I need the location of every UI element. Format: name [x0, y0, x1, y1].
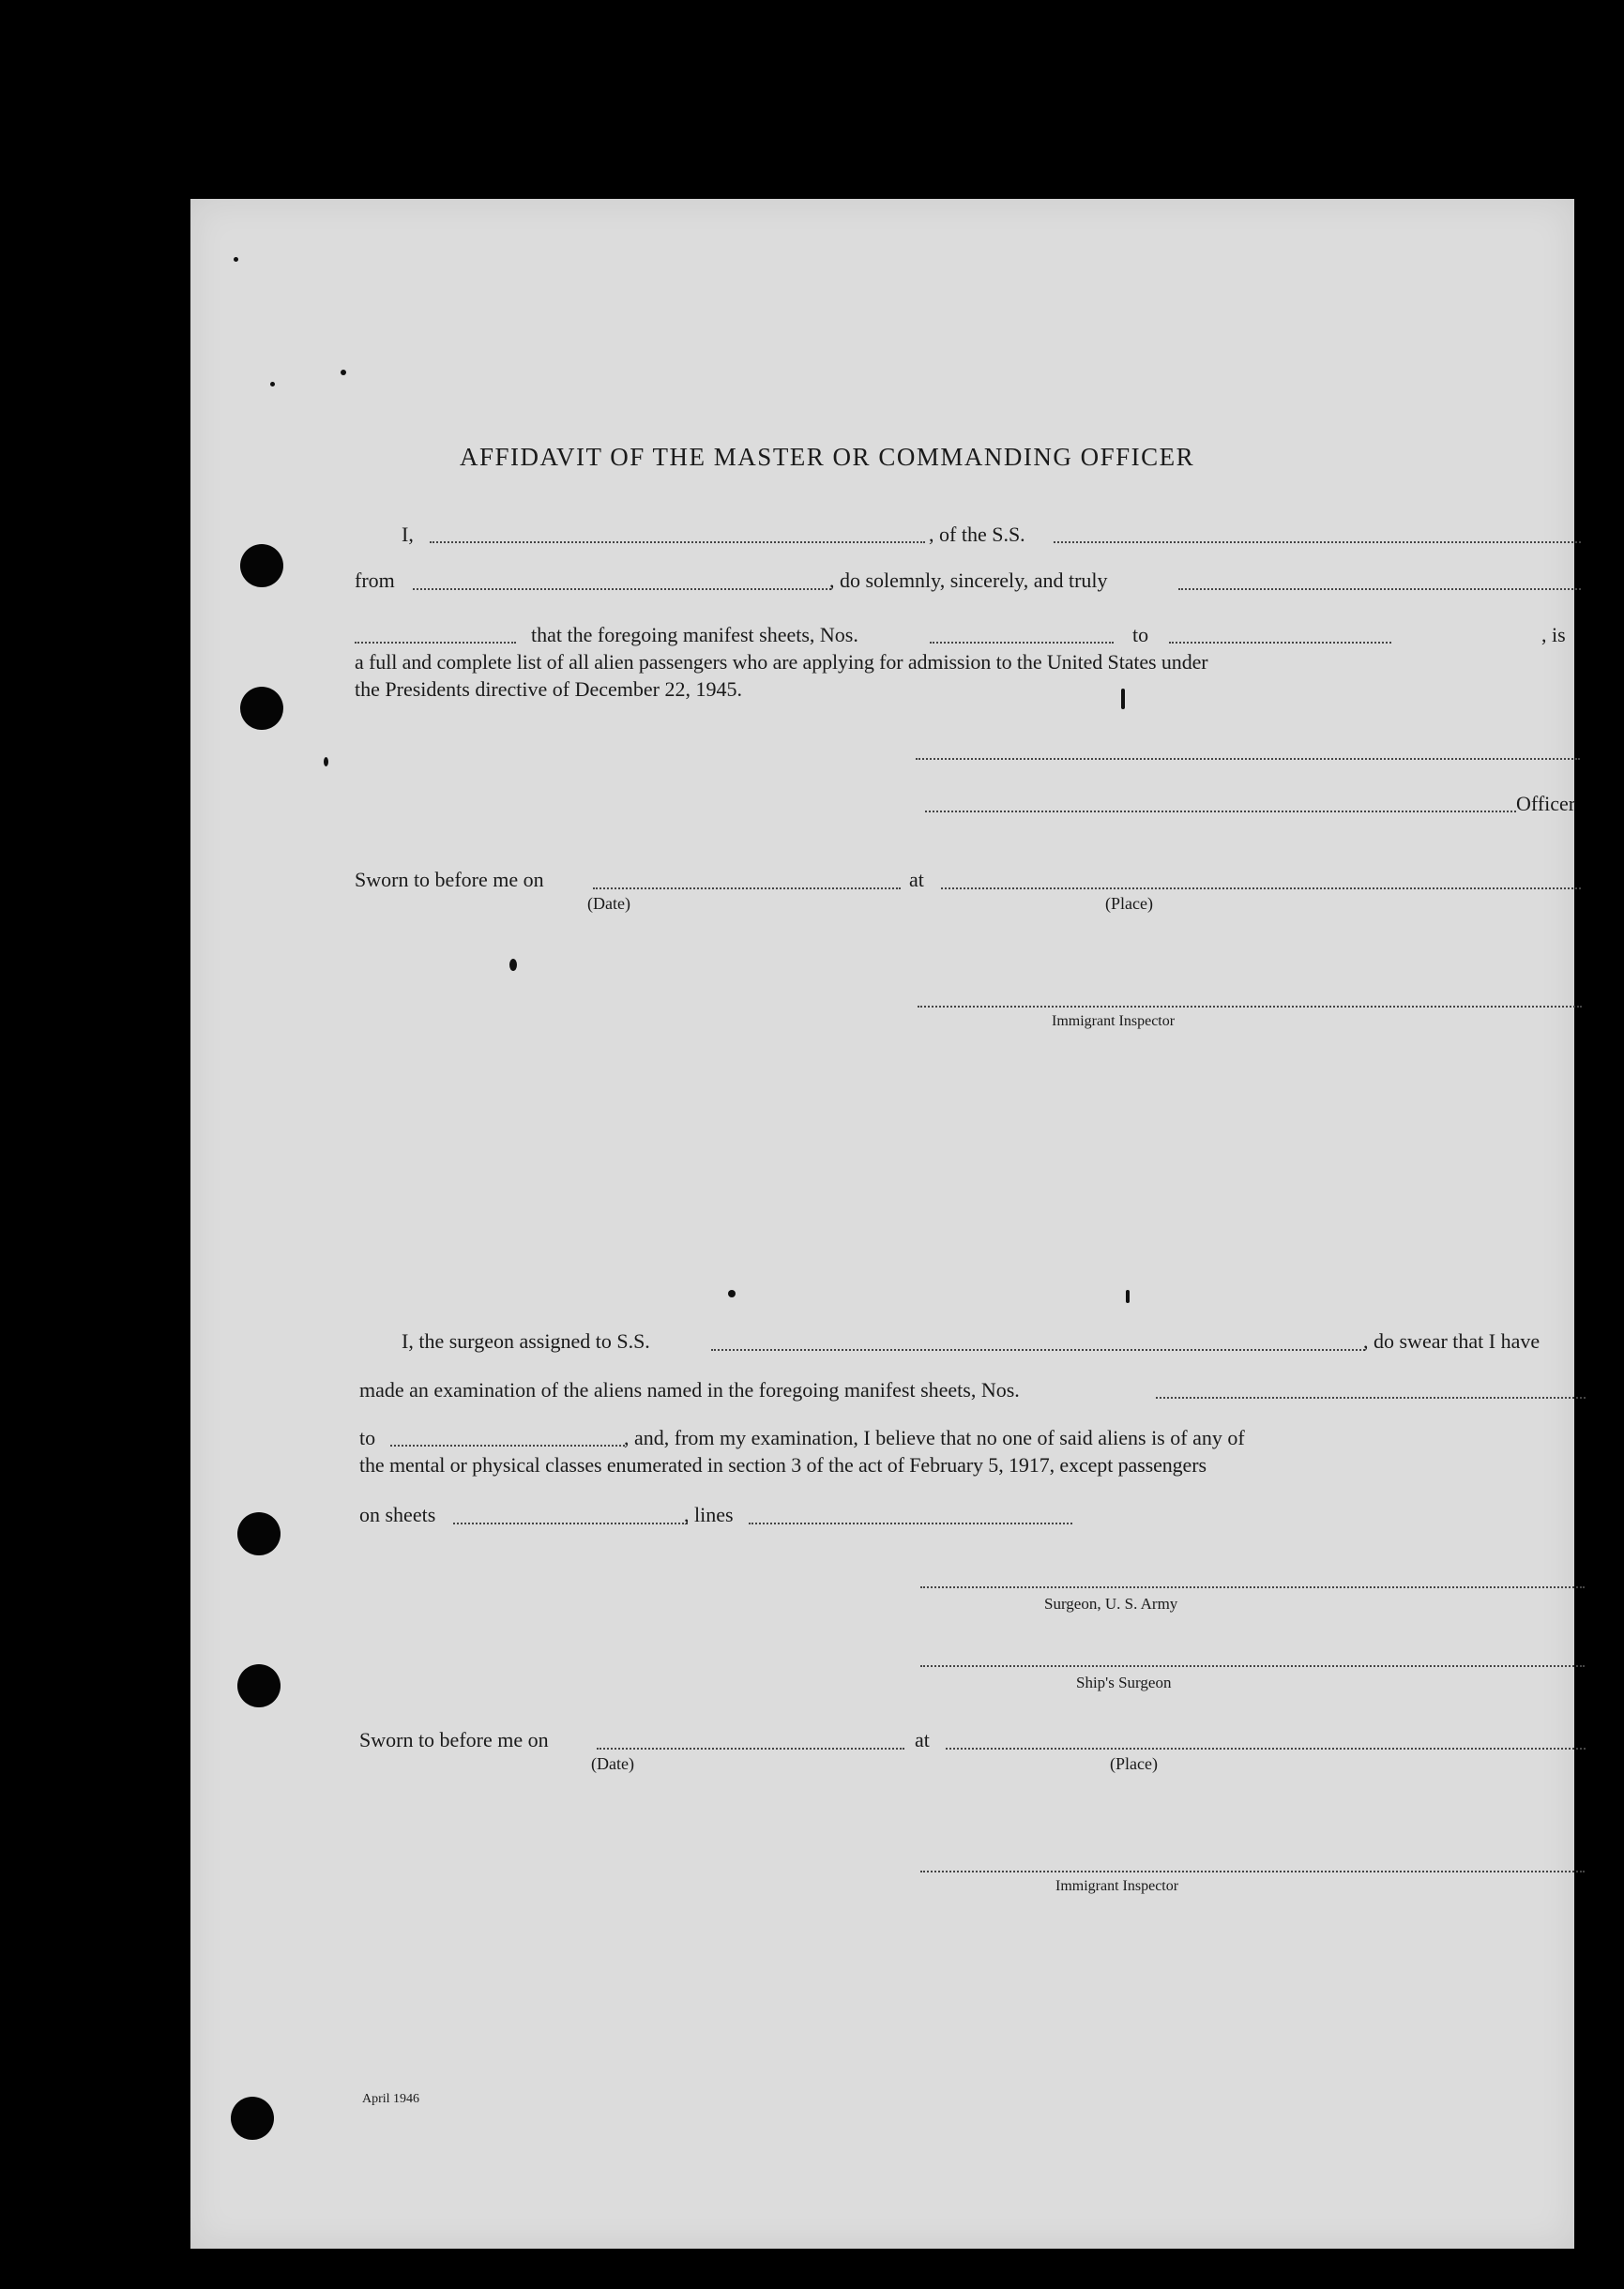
lines-label: , lines — [684, 1503, 734, 1526]
army-surgeon-label: Surgeon, U. S. Army — [1044, 1595, 1178, 1613]
surgeon-ship-field[interactable] — [711, 1349, 1365, 1351]
speck — [509, 959, 517, 971]
affidavit-is-label: , is — [1541, 623, 1566, 646]
affidavit-ss-label: , of the S.S. — [929, 523, 1025, 546]
surgeon-line-2: made an examination of the aliens named in the foregoing manifest sheets, Nos. — [359, 1378, 1020, 1402]
surgeon-line-3: , and, from my examination, I believe that no one of said aliens is of any of — [624, 1426, 1245, 1449]
master-signature-line[interactable] — [916, 758, 1580, 760]
speck — [270, 382, 275, 387]
surgeon-swear-text: , do swear that I have — [1363, 1329, 1541, 1353]
manifest-from-field[interactable] — [930, 642, 1114, 644]
port-from-field[interactable] — [413, 588, 831, 590]
sworn-at-label: at — [909, 868, 924, 891]
punch-hole — [240, 544, 283, 587]
exception-sheets-field[interactable] — [453, 1523, 688, 1524]
on-sheets-label: on sheets — [359, 1503, 436, 1526]
affidavit-solemnly-text: , do solemnly, sincerely, and truly — [829, 568, 1108, 592]
affidavit-to-label: to — [1132, 623, 1149, 646]
affidavit-i-prefix: I, — [402, 523, 414, 546]
surgeon-sworn-date-field[interactable] — [597, 1748, 904, 1750]
ship-name-field[interactable] — [1054, 541, 1581, 543]
surgeon-line-1: I, the surgeon assigned to S.S. — [402, 1329, 650, 1353]
sworn-label: Sworn to before me on — [355, 868, 544, 891]
speck — [341, 370, 346, 375]
affidavit-body-line: the Presidents directive of December 22, 1945. — [355, 677, 742, 701]
surgeon-manifest-to-field[interactable] — [390, 1445, 625, 1447]
officer-signature-line[interactable] — [925, 811, 1516, 812]
surgeon-sworn-place-field[interactable] — [946, 1748, 1586, 1750]
surgeon-sworn-label: Sworn to before me on — [359, 1728, 549, 1751]
affidavit-title: AFFIDAVIT OF THE MASTER OR COMMANDING OFFICER — [460, 443, 1195, 471]
surgeon-inspector-signature-line[interactable] — [920, 1871, 1585, 1872]
speck — [1126, 1290, 1130, 1303]
affidavit-from-label: from — [355, 568, 395, 592]
speck — [1121, 689, 1125, 709]
sworn-date-field[interactable] — [593, 887, 901, 889]
speck — [324, 757, 328, 766]
sworn-place-field[interactable] — [941, 887, 1581, 889]
affidavit-manifest-text: that the foregoing manifest sheets, Nos. — [531, 623, 858, 646]
punch-hole — [237, 1512, 281, 1555]
inspector-signature-line[interactable] — [918, 1006, 1582, 1008]
surgeon-at-label: at — [915, 1728, 930, 1751]
inspector-label: Immigrant Inspector — [1052, 1013, 1176, 1029]
manifest-to-field[interactable] — [1169, 642, 1391, 644]
date-caption: (Date) — [587, 894, 630, 913]
surgeon-to-label: to — [359, 1426, 376, 1449]
oath-word-field[interactable] — [1178, 588, 1581, 590]
punch-hole — [240, 687, 283, 730]
master-name-field[interactable] — [430, 541, 925, 543]
officer-label: Officer — [1516, 792, 1576, 815]
speck — [728, 1290, 736, 1297]
affidavit-body-line: a full and complete list of all alien passengers who are applying for admission to the United States under — [355, 650, 1208, 674]
surgeon-place-caption: (Place) — [1110, 1754, 1158, 1773]
punch-hole — [231, 2097, 274, 2140]
form-date: April 1946 — [362, 2092, 420, 2106]
surgeon-date-caption: (Date) — [591, 1754, 634, 1773]
surgeon-manifest-from-field[interactable] — [1156, 1397, 1586, 1399]
ships-surgeon-signature-line[interactable] — [920, 1665, 1585, 1667]
speck — [234, 257, 238, 262]
form-page — [190, 199, 1574, 2249]
punch-hole — [237, 1664, 281, 1707]
oath-continue-field[interactable] — [355, 642, 516, 644]
army-surgeon-signature-line[interactable] — [920, 1586, 1585, 1588]
exception-lines-field[interactable] — [749, 1523, 1072, 1524]
ships-surgeon-label: Ship's Surgeon — [1076, 1674, 1172, 1691]
surgeon-line-4: the mental or physical classes enumerated in section 3 of the act of February 5, 1917, except passengers — [359, 1453, 1207, 1477]
surgeon-inspector-label: Immigrant Inspector — [1055, 1878, 1179, 1894]
place-caption: (Place) — [1105, 894, 1153, 913]
